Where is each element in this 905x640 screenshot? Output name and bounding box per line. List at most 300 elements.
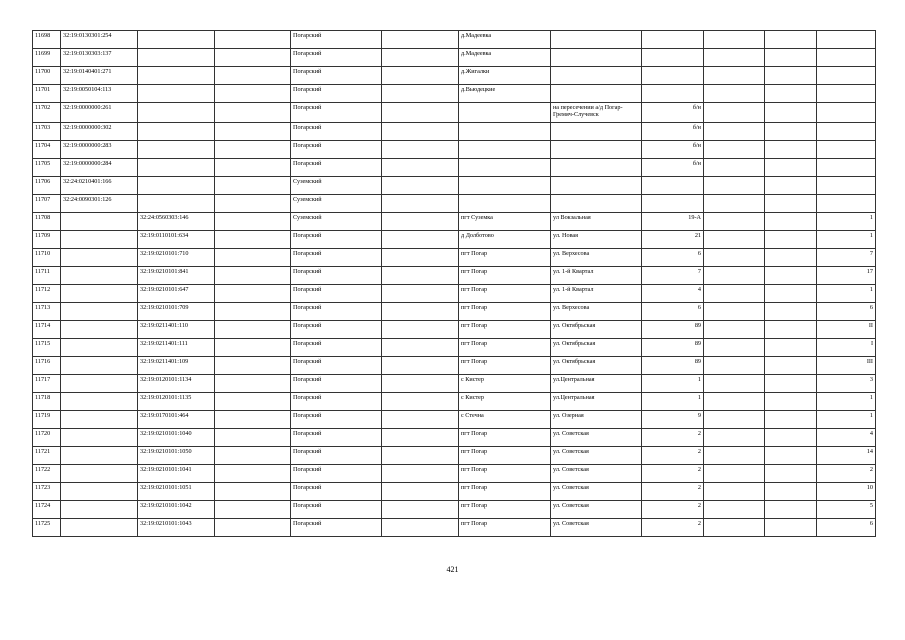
empty-cell bbox=[215, 213, 291, 231]
empty-cell bbox=[382, 447, 459, 465]
empty-cell bbox=[765, 339, 817, 357]
house-number-cell: 4 bbox=[642, 285, 704, 303]
empty-cell bbox=[704, 303, 765, 321]
district-cell: Погарский bbox=[291, 49, 382, 67]
land-cadastral-number-cell bbox=[61, 357, 138, 375]
empty-cell bbox=[765, 429, 817, 447]
apartment-number-cell bbox=[817, 31, 876, 49]
empty-cell bbox=[765, 85, 817, 103]
district-cell: Погарский bbox=[291, 249, 382, 267]
street-cell: на пересечении а/д Погар-Гремяч-Случевск bbox=[551, 103, 642, 123]
empty-cell bbox=[215, 483, 291, 501]
district-cell: Погарский bbox=[291, 375, 382, 393]
district-cell: Погарский bbox=[291, 267, 382, 285]
house-number-cell: 19-А bbox=[642, 213, 704, 231]
building-cadastral-number-cell bbox=[138, 67, 215, 85]
street-cell bbox=[551, 177, 642, 195]
table-row bbox=[33, 249, 876, 267]
building-cadastral-number-cell bbox=[138, 195, 215, 213]
land-cadastral-number-cell bbox=[61, 339, 138, 357]
building-cadastral-number-cell: 32:19:0210101:841 bbox=[138, 267, 215, 285]
district-cell: Погарский bbox=[291, 141, 382, 159]
district-cell: Погарский bbox=[291, 321, 382, 339]
empty-cell bbox=[765, 501, 817, 519]
empty-cell bbox=[382, 285, 459, 303]
settlement-cell: д Долботово bbox=[459, 231, 551, 249]
street-cell bbox=[551, 159, 642, 177]
empty-cell bbox=[704, 357, 765, 375]
record-number-cell: 11718 bbox=[33, 393, 61, 411]
table-row bbox=[33, 195, 876, 213]
empty-cell bbox=[215, 411, 291, 429]
land-cadastral-number-cell: 32:19:0000000:284 bbox=[61, 159, 138, 177]
empty-cell bbox=[704, 31, 765, 49]
empty-cell bbox=[215, 447, 291, 465]
apartment-number-cell bbox=[817, 195, 876, 213]
empty-cell bbox=[215, 195, 291, 213]
empty-cell bbox=[765, 49, 817, 67]
house-number-cell bbox=[642, 85, 704, 103]
empty-cell bbox=[382, 177, 459, 195]
district-cell: Погарский bbox=[291, 465, 382, 483]
apartment-number-cell: 1 bbox=[817, 231, 876, 249]
house-number-cell: 2 bbox=[642, 447, 704, 465]
table-row bbox=[33, 159, 876, 177]
record-number-cell: 11704 bbox=[33, 141, 61, 159]
street-cell: ул. Советская bbox=[551, 519, 642, 537]
empty-cell bbox=[215, 267, 291, 285]
empty-cell bbox=[382, 411, 459, 429]
table-row bbox=[33, 483, 876, 501]
building-cadastral-number-cell bbox=[138, 159, 215, 177]
apartment-number-cell bbox=[817, 177, 876, 195]
empty-cell bbox=[382, 483, 459, 501]
settlement-cell: пгт Погар bbox=[459, 501, 551, 519]
district-cell: Погарский bbox=[291, 303, 382, 321]
table-row bbox=[33, 141, 876, 159]
empty-cell bbox=[765, 67, 817, 85]
building-cadastral-number-cell: 32:19:0110101:634 bbox=[138, 231, 215, 249]
settlement-cell: пгт Погар bbox=[459, 519, 551, 537]
empty-cell bbox=[382, 249, 459, 267]
settlement-cell: пгт Погар bbox=[459, 339, 551, 357]
empty-cell bbox=[382, 195, 459, 213]
street-cell: ул. 1-й Квартал bbox=[551, 285, 642, 303]
table-row bbox=[33, 501, 876, 519]
record-number-cell: 11712 bbox=[33, 285, 61, 303]
record-number-cell: 11702 bbox=[33, 103, 61, 123]
street-cell bbox=[551, 123, 642, 141]
land-cadastral-number-cell: 32:19:0000000:261 bbox=[61, 103, 138, 123]
empty-cell bbox=[704, 375, 765, 393]
table-row bbox=[33, 411, 876, 429]
table-row bbox=[33, 357, 876, 375]
house-number-cell bbox=[642, 31, 704, 49]
district-cell: Погарский bbox=[291, 123, 382, 141]
table-row bbox=[33, 519, 876, 537]
empty-cell bbox=[704, 123, 765, 141]
empty-cell bbox=[765, 303, 817, 321]
empty-cell bbox=[765, 267, 817, 285]
table-row bbox=[33, 31, 876, 49]
empty-cell bbox=[765, 483, 817, 501]
house-number-cell: 9 bbox=[642, 411, 704, 429]
table-row bbox=[33, 339, 876, 357]
land-cadastral-number-cell bbox=[61, 213, 138, 231]
apartment-number-cell bbox=[817, 49, 876, 67]
settlement-cell: пгт Погар bbox=[459, 357, 551, 375]
building-cadastral-number-cell: 32:19:0211401:109 bbox=[138, 357, 215, 375]
building-cadastral-number-cell: 32:19:0211401:111 bbox=[138, 339, 215, 357]
empty-cell bbox=[382, 303, 459, 321]
land-cadastral-number-cell bbox=[61, 447, 138, 465]
empty-cell bbox=[765, 103, 817, 123]
empty-cell bbox=[704, 49, 765, 67]
empty-cell bbox=[382, 519, 459, 537]
settlement-cell: пгт Суземка bbox=[459, 213, 551, 231]
empty-cell bbox=[765, 249, 817, 267]
building-cadastral-number-cell: 32:19:0210101:710 bbox=[138, 249, 215, 267]
empty-cell bbox=[382, 375, 459, 393]
table-row bbox=[33, 67, 876, 85]
empty-cell bbox=[382, 429, 459, 447]
table-row bbox=[33, 267, 876, 285]
district-cell: Погарский bbox=[291, 483, 382, 501]
apartment-number-cell: 1 bbox=[817, 411, 876, 429]
house-number-cell: 1 bbox=[642, 393, 704, 411]
settlement-cell: д.Вьюдецкие bbox=[459, 85, 551, 103]
record-number-cell: 11719 bbox=[33, 411, 61, 429]
building-cadastral-number-cell: 32:19:0210101:647 bbox=[138, 285, 215, 303]
record-number-cell: 11707 bbox=[33, 195, 61, 213]
empty-cell bbox=[704, 285, 765, 303]
empty-cell bbox=[382, 465, 459, 483]
house-number-cell: 2 bbox=[642, 501, 704, 519]
district-cell: Погарский bbox=[291, 31, 382, 49]
empty-cell bbox=[215, 501, 291, 519]
building-cadastral-number-cell bbox=[138, 85, 215, 103]
street-cell bbox=[551, 85, 642, 103]
table-row bbox=[33, 213, 876, 231]
empty-cell bbox=[215, 249, 291, 267]
empty-cell bbox=[704, 339, 765, 357]
empty-cell bbox=[765, 31, 817, 49]
record-number-cell: 11701 bbox=[33, 85, 61, 103]
empty-cell bbox=[215, 465, 291, 483]
apartment-number-cell: 1 bbox=[817, 285, 876, 303]
record-number-cell: 11722 bbox=[33, 465, 61, 483]
empty-cell bbox=[382, 67, 459, 85]
empty-cell bbox=[704, 159, 765, 177]
house-number-cell: 2 bbox=[642, 429, 704, 447]
house-number-cell: 89 bbox=[642, 321, 704, 339]
record-number-cell: 11699 bbox=[33, 49, 61, 67]
empty-cell bbox=[765, 519, 817, 537]
empty-cell bbox=[215, 393, 291, 411]
table-row bbox=[33, 49, 876, 67]
empty-cell bbox=[704, 429, 765, 447]
record-number-cell: 11720 bbox=[33, 429, 61, 447]
empty-cell bbox=[215, 357, 291, 375]
building-cadastral-number-cell bbox=[138, 141, 215, 159]
district-cell: Погарский bbox=[291, 357, 382, 375]
building-cadastral-number-cell: 32:19:0120101:1134 bbox=[138, 375, 215, 393]
building-cadastral-number-cell bbox=[138, 123, 215, 141]
empty-cell bbox=[215, 339, 291, 357]
land-cadastral-number-cell bbox=[61, 519, 138, 537]
house-number-cell bbox=[642, 195, 704, 213]
house-number-cell: 21 bbox=[642, 231, 704, 249]
house-number-cell bbox=[642, 177, 704, 195]
record-number-cell: 11708 bbox=[33, 213, 61, 231]
settlement-cell bbox=[459, 141, 551, 159]
apartment-number-cell: 17 bbox=[817, 267, 876, 285]
table-row bbox=[33, 465, 876, 483]
empty-cell bbox=[704, 141, 765, 159]
house-number-cell: 89 bbox=[642, 357, 704, 375]
empty-cell bbox=[382, 213, 459, 231]
settlement-cell: пгт Погар bbox=[459, 303, 551, 321]
table-row bbox=[33, 447, 876, 465]
empty-cell bbox=[382, 31, 459, 49]
empty-cell bbox=[215, 123, 291, 141]
table-row bbox=[33, 103, 876, 123]
empty-cell bbox=[704, 213, 765, 231]
building-cadastral-number-cell: 32:19:0210101:1041 bbox=[138, 465, 215, 483]
empty-cell bbox=[704, 519, 765, 537]
apartment-number-cell: III bbox=[817, 357, 876, 375]
district-cell: Погарский bbox=[291, 429, 382, 447]
empty-cell bbox=[215, 67, 291, 85]
building-cadastral-number-cell bbox=[138, 49, 215, 67]
street-cell: ул. Октябрьская bbox=[551, 321, 642, 339]
settlement-cell: пгт Погар bbox=[459, 447, 551, 465]
building-cadastral-number-cell: 32:19:0211401:110 bbox=[138, 321, 215, 339]
empty-cell bbox=[765, 285, 817, 303]
record-number-cell: 11709 bbox=[33, 231, 61, 249]
empty-cell bbox=[765, 375, 817, 393]
land-cadastral-number-cell bbox=[61, 249, 138, 267]
empty-cell bbox=[765, 321, 817, 339]
record-number-cell: 11723 bbox=[33, 483, 61, 501]
table-row bbox=[33, 231, 876, 249]
empty-cell bbox=[382, 159, 459, 177]
empty-cell bbox=[765, 393, 817, 411]
table-row bbox=[33, 285, 876, 303]
building-cadastral-number-cell: 32:19:0210101:1050 bbox=[138, 447, 215, 465]
settlement-cell: д.Жигалки bbox=[459, 67, 551, 85]
house-number-cell bbox=[642, 67, 704, 85]
empty-cell bbox=[382, 321, 459, 339]
empty-cell bbox=[704, 195, 765, 213]
street-cell bbox=[551, 67, 642, 85]
apartment-number-cell: 7 bbox=[817, 249, 876, 267]
empty-cell bbox=[765, 213, 817, 231]
empty-cell bbox=[215, 103, 291, 123]
house-number-cell: б/н bbox=[642, 123, 704, 141]
table-row bbox=[33, 177, 876, 195]
district-cell: Погарский bbox=[291, 411, 382, 429]
land-cadastral-number-cell: 32:19:0130303:137 bbox=[61, 49, 138, 67]
district-cell: Погарский bbox=[291, 85, 382, 103]
building-cadastral-number-cell: 32:19:0210101:1040 bbox=[138, 429, 215, 447]
land-cadastral-number-cell bbox=[61, 375, 138, 393]
settlement-cell: с Кистер bbox=[459, 393, 551, 411]
land-cadastral-number-cell bbox=[61, 321, 138, 339]
building-cadastral-number-cell: 32:19:0120101:1135 bbox=[138, 393, 215, 411]
house-number-cell: 2 bbox=[642, 465, 704, 483]
apartment-number-cell: 1 bbox=[817, 393, 876, 411]
district-cell: Погарский bbox=[291, 447, 382, 465]
apartment-number-cell: 6 bbox=[817, 303, 876, 321]
land-cadastral-number-cell bbox=[61, 393, 138, 411]
land-cadastral-number-cell bbox=[61, 267, 138, 285]
building-cadastral-number-cell: 32:19:0170101:464 bbox=[138, 411, 215, 429]
street-cell: ул. Советская bbox=[551, 429, 642, 447]
empty-cell bbox=[765, 447, 817, 465]
street-cell: ул.Центральная bbox=[551, 393, 642, 411]
empty-cell bbox=[704, 411, 765, 429]
district-cell: Погарский bbox=[291, 159, 382, 177]
settlement-cell bbox=[459, 195, 551, 213]
record-number-cell: 11700 bbox=[33, 67, 61, 85]
empty-cell bbox=[704, 177, 765, 195]
apartment-number-cell: 3 bbox=[817, 375, 876, 393]
house-number-cell: б/н bbox=[642, 141, 704, 159]
empty-cell bbox=[215, 85, 291, 103]
building-cadastral-number-cell: 32:24:0560303:146 bbox=[138, 213, 215, 231]
settlement-cell: д.Мадеевка bbox=[459, 49, 551, 67]
district-cell: Суземский bbox=[291, 195, 382, 213]
empty-cell bbox=[704, 501, 765, 519]
empty-cell bbox=[382, 339, 459, 357]
empty-cell bbox=[765, 177, 817, 195]
empty-cell bbox=[765, 159, 817, 177]
district-cell: Погарский bbox=[291, 519, 382, 537]
record-number-cell: 11698 bbox=[33, 31, 61, 49]
apartment-number-cell bbox=[817, 85, 876, 103]
record-number-cell: 11714 bbox=[33, 321, 61, 339]
building-cadastral-number-cell bbox=[138, 177, 215, 195]
apartment-number-cell: 5 bbox=[817, 501, 876, 519]
house-number-cell: 89 bbox=[642, 339, 704, 357]
apartment-number-cell bbox=[817, 67, 876, 85]
table-row bbox=[33, 375, 876, 393]
settlement-cell: пгт Погар bbox=[459, 249, 551, 267]
empty-cell bbox=[215, 285, 291, 303]
apartment-number-cell: 2 bbox=[817, 465, 876, 483]
land-cadastral-number-cell: 32:19:0140401:271 bbox=[61, 67, 138, 85]
land-cadastral-number-cell bbox=[61, 411, 138, 429]
empty-cell bbox=[215, 321, 291, 339]
empty-cell bbox=[704, 85, 765, 103]
table-row bbox=[33, 321, 876, 339]
empty-cell bbox=[382, 49, 459, 67]
settlement-cell: д.Мадеевка bbox=[459, 31, 551, 49]
record-number-cell: 11725 bbox=[33, 519, 61, 537]
registry-table bbox=[32, 30, 876, 537]
land-cadastral-number-cell: 32:19:0130301:254 bbox=[61, 31, 138, 49]
empty-cell bbox=[215, 429, 291, 447]
record-number-cell: 11724 bbox=[33, 501, 61, 519]
empty-cell bbox=[382, 103, 459, 123]
table-row bbox=[33, 393, 876, 411]
street-cell: ул. Верхесова bbox=[551, 303, 642, 321]
district-cell: Суземский bbox=[291, 177, 382, 195]
empty-cell bbox=[704, 267, 765, 285]
empty-cell bbox=[382, 85, 459, 103]
settlement-cell: пгт Погар bbox=[459, 483, 551, 501]
empty-cell bbox=[215, 231, 291, 249]
settlement-cell: пгт Погар bbox=[459, 267, 551, 285]
apartment-number-cell bbox=[817, 123, 876, 141]
apartment-number-cell: 10 bbox=[817, 483, 876, 501]
house-number-cell: б/н bbox=[642, 103, 704, 123]
empty-cell bbox=[704, 483, 765, 501]
building-cadastral-number-cell: 32:19:0210101:1051 bbox=[138, 483, 215, 501]
street-cell bbox=[551, 195, 642, 213]
house-number-cell: 7 bbox=[642, 267, 704, 285]
land-cadastral-number-cell: 32:24:0210401:166 bbox=[61, 177, 138, 195]
empty-cell bbox=[765, 123, 817, 141]
settlement-cell: с Кистер bbox=[459, 375, 551, 393]
empty-cell bbox=[215, 49, 291, 67]
street-cell bbox=[551, 49, 642, 67]
settlement-cell: пгт Погар bbox=[459, 465, 551, 483]
record-number-cell: 11721 bbox=[33, 447, 61, 465]
settlement-cell bbox=[459, 177, 551, 195]
street-cell: ул. Верхесова bbox=[551, 249, 642, 267]
land-cadastral-number-cell bbox=[61, 465, 138, 483]
street-cell bbox=[551, 141, 642, 159]
apartment-number-cell: 4 bbox=[817, 429, 876, 447]
empty-cell bbox=[765, 465, 817, 483]
empty-cell bbox=[765, 231, 817, 249]
house-number-cell: 1 bbox=[642, 375, 704, 393]
land-cadastral-number-cell bbox=[61, 285, 138, 303]
district-cell: Погарский bbox=[291, 231, 382, 249]
empty-cell bbox=[765, 411, 817, 429]
empty-cell bbox=[382, 357, 459, 375]
district-cell: Погарский bbox=[291, 501, 382, 519]
street-cell: ул. Новая bbox=[551, 231, 642, 249]
house-number-cell: 6 bbox=[642, 249, 704, 267]
settlement-cell: пгт Погар bbox=[459, 285, 551, 303]
table-row bbox=[33, 429, 876, 447]
record-number-cell: 11715 bbox=[33, 339, 61, 357]
house-number-cell: б/н bbox=[642, 159, 704, 177]
empty-cell bbox=[704, 231, 765, 249]
apartment-number-cell: II bbox=[817, 321, 876, 339]
empty-cell bbox=[215, 375, 291, 393]
empty-cell bbox=[215, 141, 291, 159]
settlement-cell: пгт Погар bbox=[459, 429, 551, 447]
land-cadastral-number-cell: 32:19:0000000:302 bbox=[61, 123, 138, 141]
record-number-cell: 11716 bbox=[33, 357, 61, 375]
house-number-cell bbox=[642, 49, 704, 67]
empty-cell bbox=[215, 303, 291, 321]
record-number-cell: 11717 bbox=[33, 375, 61, 393]
building-cadastral-number-cell bbox=[138, 103, 215, 123]
apartment-number-cell bbox=[817, 103, 876, 123]
house-number-cell: 2 bbox=[642, 483, 704, 501]
empty-cell bbox=[704, 67, 765, 85]
land-cadastral-number-cell: 32:24:0090301:126 bbox=[61, 195, 138, 213]
record-number-cell: 11710 bbox=[33, 249, 61, 267]
street-cell: ул. 1-й Квартал bbox=[551, 267, 642, 285]
street-cell: ул. Октябрьская bbox=[551, 339, 642, 357]
empty-cell bbox=[382, 141, 459, 159]
